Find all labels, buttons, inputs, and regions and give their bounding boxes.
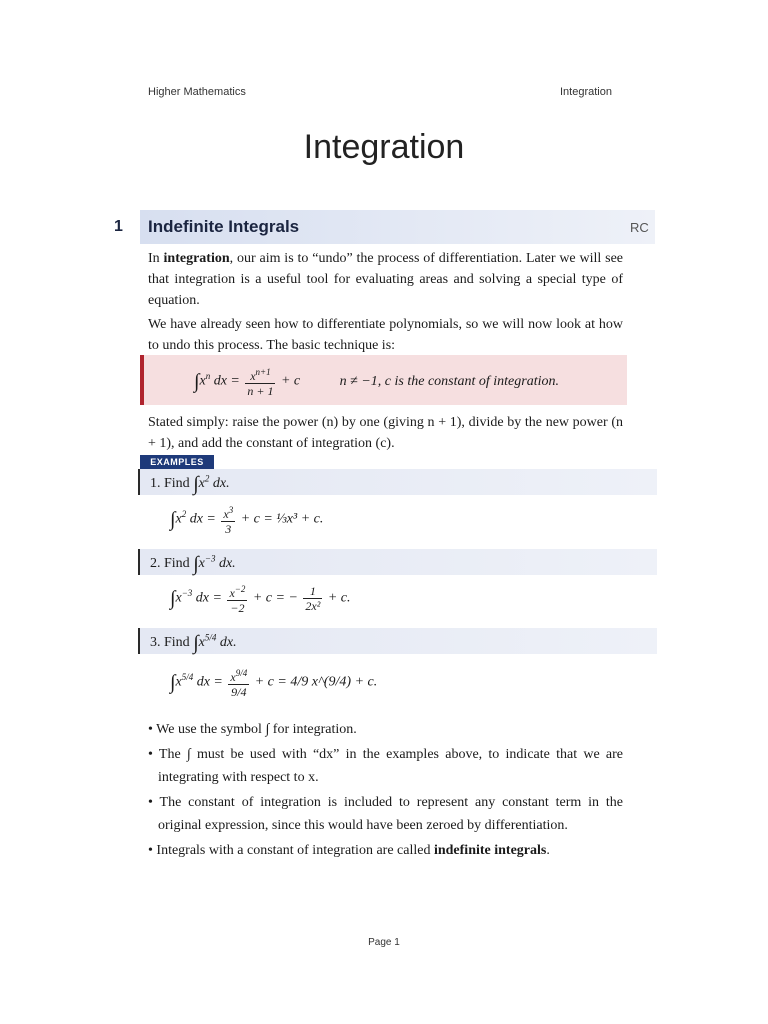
notes-list bbox=[148, 718, 623, 864]
example-2-bar bbox=[138, 549, 657, 575]
formula-fraction: $\frac{x^{n+1}}{n + 1}$ bbox=[247, 367, 274, 398]
example-2-solution: $\int x^{-3}$ dx = $\frac{x^{-2}}{-2}$ + c = − $\frac{1}{\text{2x²}}$ + c. bbox=[170, 584, 351, 615]
list-item: • The ∫ must be used with “dx” in the examples above, to indicate that we are integrating with respect to x. bbox=[148, 747, 623, 785]
intro-paragraph-1: In integration, our aim is to “undo” the process of differentiation. Later we will see that integration is a useful tool for evaluating areas and solving a special type of equation. bbox=[148, 251, 623, 308]
list-item: • Integrals with a constant of integration are called indefinite integrals. bbox=[148, 843, 550, 858]
section-number: 1 bbox=[114, 218, 123, 235]
example-3-solution: $\int x^{5/4}$ dx = $\frac{x^{9/4}}{9/4}$ + c = 4/9 x^(9/4) + c. bbox=[170, 668, 378, 699]
section-title: Indefinite Integrals bbox=[148, 217, 300, 236]
page-number: Page 1 bbox=[368, 937, 400, 948]
section-tag: RC bbox=[630, 220, 649, 235]
list-item: • The constant of integration is included to represent any constant term in the original expression, since this would have been zeroed by differentiation. bbox=[148, 795, 623, 833]
example-2-prompt: 2. Find $\int x^{-3}$ dx. bbox=[150, 553, 236, 575]
header-right: Integration bbox=[560, 86, 612, 98]
formula-condition: n ≠ −1, c is the constant of integration. bbox=[339, 373, 559, 389]
example-1-bar bbox=[138, 469, 657, 495]
bold-term: integration bbox=[163, 251, 230, 266]
page-title: Integration bbox=[303, 128, 465, 166]
example-3-bar bbox=[138, 628, 657, 654]
example-3-prompt: 3. Find $\int x^{5/4}$ dx. bbox=[150, 632, 237, 654]
formula-box bbox=[140, 355, 627, 405]
intro-paragraph-2: We have already seen how to differentiate polynomials, so we will now look at how to undo this process. The basic technique is: bbox=[148, 317, 623, 353]
formula: $\int x^n$ dx = $\frac{x^{n+1}}{n + 1}$ + c n ≠ −1, c is the constant of integration. bbox=[194, 367, 559, 398]
header-left: Higher Mathematics bbox=[148, 86, 246, 98]
examples-tag: EXAMPLES bbox=[140, 455, 214, 469]
example-1-prompt: 1. Find $\int x^2$ dx. bbox=[150, 473, 230, 495]
example-1-solution: $\int x^2$ dx = $\frac{x^3}{3}$ + c = ⅓x³ + c. bbox=[170, 505, 324, 536]
stated-paragraph: Stated simply: raise the power (n) by one (giving n + 1), divide by the new power (n + 1), and add the constant of integration (c). bbox=[148, 415, 623, 451]
list-item: • We use the symbol ∫ for integration. bbox=[148, 722, 357, 737]
